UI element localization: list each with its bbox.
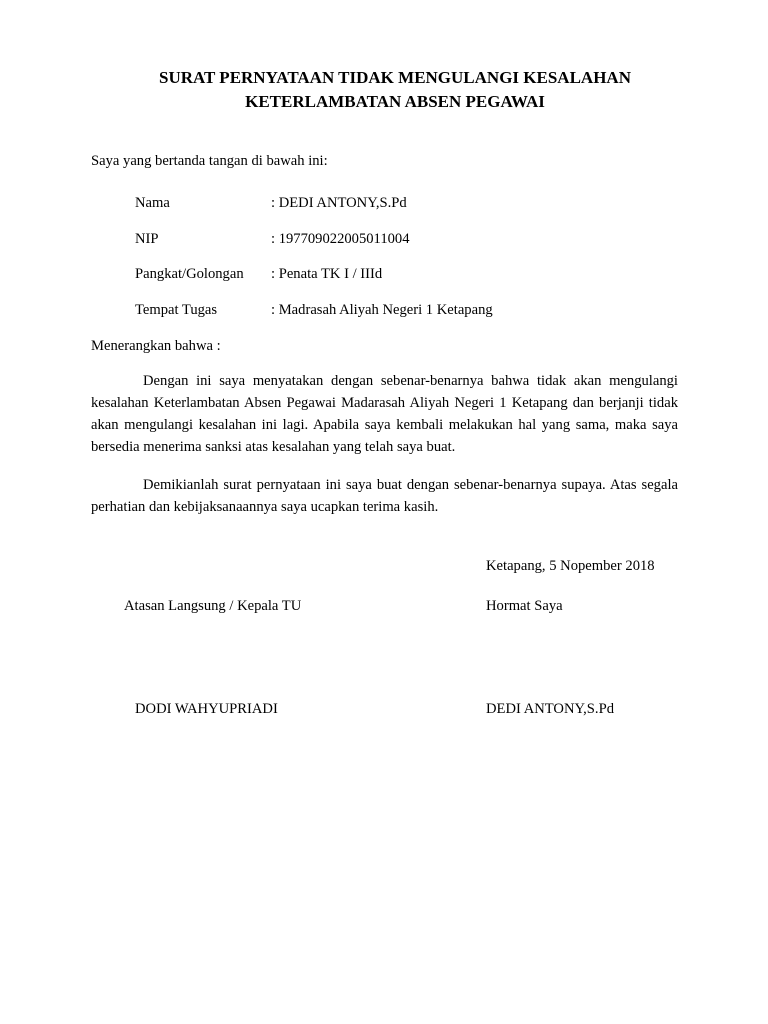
identity-value-workplace: : Madrasah Aliyah Negeri 1 Ketapang [271,302,493,318]
identity-label-workplace: Tempat Tugas [135,302,218,318]
explains-text: Menerangkan bahwa : [91,338,221,354]
identity-label-nip: NIP [135,231,159,247]
identity-label-name: Nama [135,195,170,211]
statement-paragraph: Dengan ini saya menyatakan dengan sebenar-benarnya bahwa tidak akan mengulangi kesalahan Keterlambatan Absen Pegawai Madarasah Aliyah Negeri 1 Ketapang dan berjanji tidak akan mengulangi kesalahan ini lagi. Apabila saya kembali melakukan hal yang sama, maka saya bersedia menerima sanksi atas kesalahan yang telah saya buat. [91,373,678,455]
letter-title-line-1: SURAT PERNYATAAN TIDAK MENGULANGI KESALAHAN [159,68,631,87]
place-date: Ketapang, 5 Nopember 2018 [486,558,655,574]
closing-paragraph: Demikianlah surat pernyataan ini saya buat dengan sebenar-benarnya supaya. Atas segala perhatian dan kebijaksanaannya saya ucapkan terima kasih. [91,477,678,515]
left-signer-name: DODI WAHYUPRIADI [135,701,278,717]
letter-title-line-2: KETERLAMBATAN ABSEN PEGAWAI [245,92,545,111]
intro-text: Saya yang bertanda tangan di bawah ini: [91,153,328,169]
identity-value-name: : DEDI ANTONY,S.Pd [271,195,407,211]
identity-value-nip: : 197709022005011004 [271,231,410,247]
identity-label-rank: Pangkat/Golongan [135,266,244,282]
identity-value-rank: : Penata TK I / IIId [271,266,383,282]
right-signer-name: DEDI ANTONY,S.Pd [486,701,614,717]
right-signer-role: Hormat Saya [486,598,563,614]
left-signer-role: Atasan Langsung / Kepala TU [124,598,302,614]
